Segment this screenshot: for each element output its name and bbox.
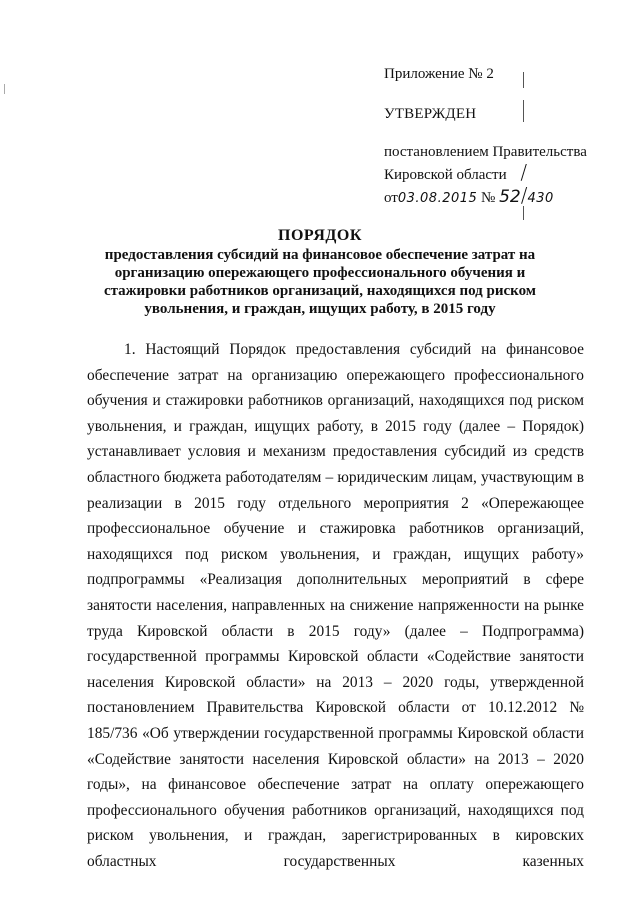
appendix-label: Приложение № 2 [384, 66, 494, 82]
handwritten-slash: / [520, 160, 528, 184]
resolution-date-line [384, 185, 624, 209]
document-title [40, 226, 600, 318]
approved-label: УТВЕРЖДЕН [384, 106, 477, 122]
handwritten-number: 52 [499, 187, 521, 207]
body-paragraph: 1. Настоящий Порядок предоставления субсидий на финансовое обеспечение затрат на организацию опережающего профессионального обучения и стажировки работников организаций, находящихся под риском увольнения, и граждан, ищущих работу, в 2015 году (далее – Порядок) устанавливает условия и механизм предоставления субсидий из средств областного бюджета работодателям – юридическим лицам, участвующим в реализации в 2015 году отдельного мероприятия 2 «Опережающее профессиональное обучение и стажировка работников организаций, находящихся под риском увольнения, и граждан, ищущих работу» подпрограммы «Реализация дополнительных мероприятий в сфере занятости населения, направленных на снижение напряженности на рынке труда Кировской области в 2015 году» (далее – Подпрограмма) государственной программы Кировской области «Содействие занятости населения Кировской области» на 2013 – 2020 годы, утвержденной постановлением Правительства Кировской области от 10.12.2012 № 185/736 «Об утверждении государственной программы Кировской области «Содействие занятости населения Кировской области» на 2013 – 2020 годы», на финансовое обеспечение затрат на оплату опережающего профессионального обучения работников организаций, находящихся под риском увольнения, и граждан, зарегистрированных в кировских областных государственных казенных [87, 341, 584, 870]
handwritten-slash: / [520, 183, 528, 207]
scan-mark [4, 84, 5, 94]
document-body [87, 337, 584, 874]
region-name: Кировской области [384, 167, 507, 183]
number-prefix: № [481, 190, 496, 206]
handwritten-number-suffix: 430 [527, 191, 554, 206]
resolution-line-1: постановлением Правительства [384, 144, 587, 160]
date-prefix: от [384, 190, 398, 206]
approval-block [384, 64, 624, 209]
resolution-line-2 [384, 162, 624, 185]
handwritten-date: 03.08.2015 [397, 191, 478, 206]
title-subheading: предоставления субсидий на финансовое обеспечение затрат на организацию опережающего профессионального обучения и стажировки работников организаций, находящихся под риском увольнения, и граждан, ищущих работу, в 2015 году [103, 247, 537, 317]
title-heading: ПОРЯДОК [278, 227, 362, 244]
